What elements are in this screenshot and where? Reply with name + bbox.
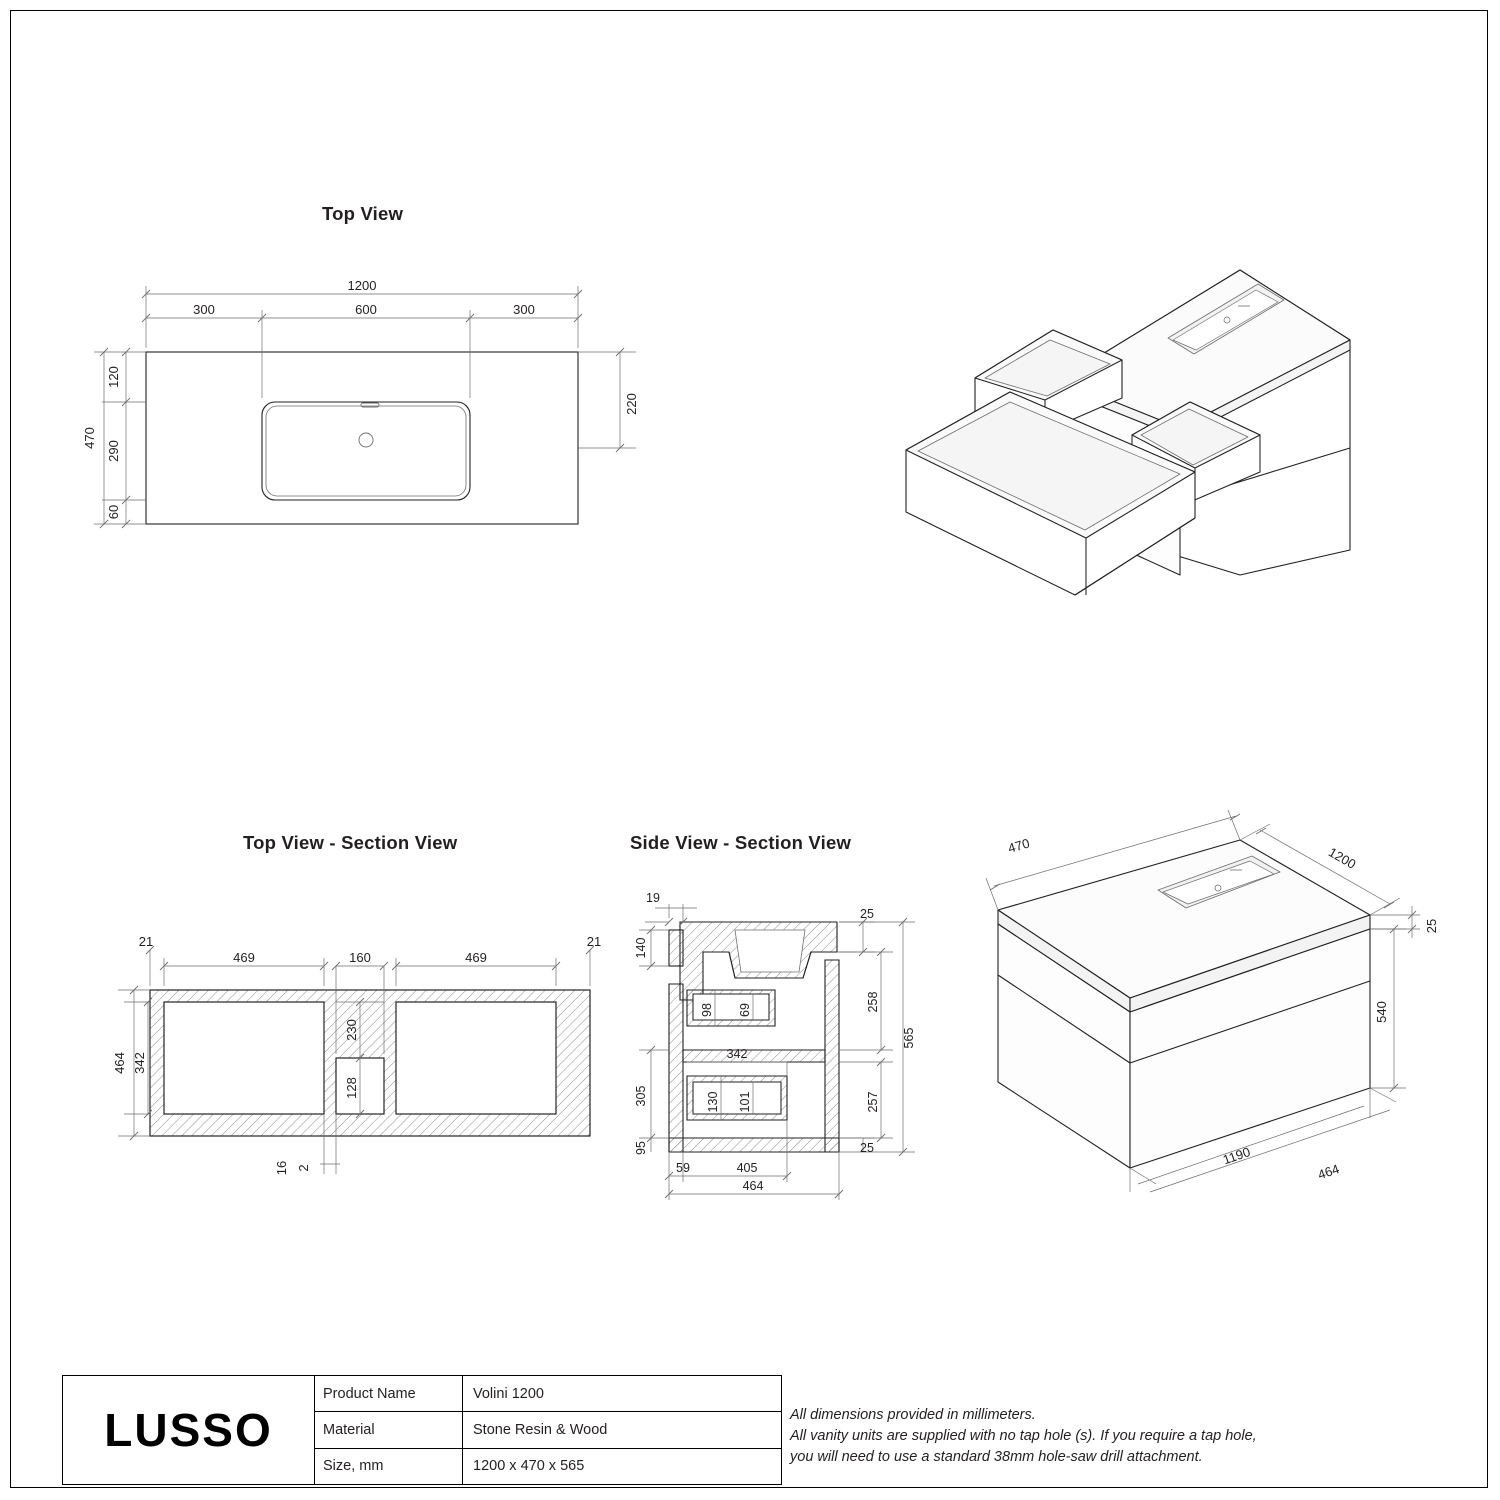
dim-iso-top-thickness: 25 bbox=[1424, 918, 1439, 934]
dim-ss-lower-drawer: 130 bbox=[706, 1091, 720, 1113]
dim-ss-upper-drawer: 140 bbox=[634, 937, 648, 959]
dim-top-rear-band: 60 bbox=[106, 504, 121, 520]
dim-ts-centre-small: 128 bbox=[344, 1077, 359, 1099]
dim-top-right-depth: 220 bbox=[624, 393, 639, 415]
dim-ts-centre-bay: 160 bbox=[349, 950, 371, 965]
dim-ss-upper-box: 258 bbox=[866, 991, 880, 1013]
dim-ss-inner-depth: 342 bbox=[726, 1047, 748, 1061]
top-section-view-title: Top View - Section View bbox=[243, 832, 458, 853]
dim-top-basin-depth: 290 bbox=[106, 440, 121, 462]
side-section-drawing bbox=[625, 890, 955, 1230]
dim-top-front-band: 120 bbox=[106, 366, 121, 388]
note-line-2: All vanity units are supplied with no tap hole (s). If you require a tap hole, bbox=[790, 1428, 1257, 1445]
size-label: Size, mm bbox=[315, 1449, 463, 1484]
table-row bbox=[315, 1376, 781, 1412]
sheet-border bbox=[10, 10, 1488, 1488]
dim-ss-basin-lip: 69 bbox=[738, 1003, 752, 1017]
dim-top-right-seg: 300 bbox=[513, 302, 535, 317]
brand-logo-text: LUSSO bbox=[104, 1404, 273, 1456]
dim-ss-base-right: 25 bbox=[860, 1141, 874, 1155]
top-section-drawing bbox=[110, 930, 670, 1230]
dim-ss-lower-inner: 101 bbox=[738, 1091, 752, 1113]
dim-top-width: 1200 bbox=[347, 278, 377, 293]
dim-ts-centre-height: 230 bbox=[344, 1019, 359, 1041]
dim-top-centre-seg: 600 bbox=[355, 302, 377, 317]
note-line-3: you will need to use a standard 38mm hole-saw drill attachment. bbox=[790, 1449, 1203, 1466]
table-row bbox=[315, 1412, 781, 1448]
table-row bbox=[315, 1449, 781, 1484]
dim-ss-lower-box: 257 bbox=[866, 1091, 880, 1113]
dim-ss-base-outer: 464 bbox=[742, 1179, 764, 1193]
iso-dimensioned-drawing bbox=[950, 800, 1470, 1230]
dim-ts-depth-inner: 342 bbox=[132, 1052, 147, 1074]
dim-iso-body-height: 540 bbox=[1374, 1001, 1389, 1023]
dim-ts-right-bay: 469 bbox=[465, 950, 487, 965]
dim-ts-front-small-1: 16 bbox=[274, 1160, 289, 1176]
iso-exploded-drawing bbox=[890, 250, 1390, 650]
title-block-rows bbox=[315, 1376, 781, 1484]
dim-ss-base-inner: 405 bbox=[736, 1161, 758, 1175]
size-value: 1200 x 470 x 565 bbox=[473, 1458, 585, 1475]
dim-top-depth-total: 470 bbox=[82, 427, 97, 449]
brand-logo bbox=[63, 1376, 315, 1484]
dim-ss-basin-drop: 98 bbox=[700, 1003, 714, 1017]
dim-ss-total-height: 565 bbox=[902, 1027, 916, 1049]
product-name-value: Volini 1200 bbox=[473, 1385, 544, 1402]
top-view-title: Top View bbox=[322, 203, 404, 224]
dim-ss-base: 95 bbox=[634, 1141, 648, 1155]
dim-ss-top-right: 25 bbox=[860, 907, 874, 921]
title-block bbox=[62, 1375, 782, 1485]
side-section-view-title: Side View - Section View bbox=[630, 832, 852, 853]
notes-block bbox=[790, 1405, 1410, 1468]
material-value: Stone Resin & Wood bbox=[473, 1421, 608, 1438]
material-label: Material bbox=[315, 1412, 463, 1447]
top-view-drawing bbox=[80, 270, 720, 590]
dim-ss-lower-zone: 305 bbox=[634, 1085, 648, 1107]
dim-iso-body-depth: 464 bbox=[1315, 1161, 1342, 1183]
dim-ts-right-wall: 21 bbox=[586, 934, 602, 949]
dim-ss-base-offset: 59 bbox=[676, 1161, 690, 1175]
dim-iso-depth: 470 bbox=[1006, 835, 1032, 856]
dim-top-left-seg: 300 bbox=[193, 302, 215, 317]
note-line-1: All dimensions provided in millimeters. bbox=[790, 1407, 1036, 1423]
dim-iso-width: 1200 bbox=[1325, 844, 1359, 872]
dim-ts-front-small-2: 2 bbox=[296, 1164, 311, 1172]
dim-ss-top-overhang: 19 bbox=[646, 891, 660, 905]
dim-ts-depth-outer: 464 bbox=[112, 1052, 127, 1074]
dim-iso-body-width: 1190 bbox=[1220, 1144, 1253, 1168]
product-name-label: Product Name bbox=[315, 1376, 463, 1411]
dim-ts-left-wall: 21 bbox=[138, 934, 154, 949]
dim-ts-left-bay: 469 bbox=[233, 950, 255, 965]
